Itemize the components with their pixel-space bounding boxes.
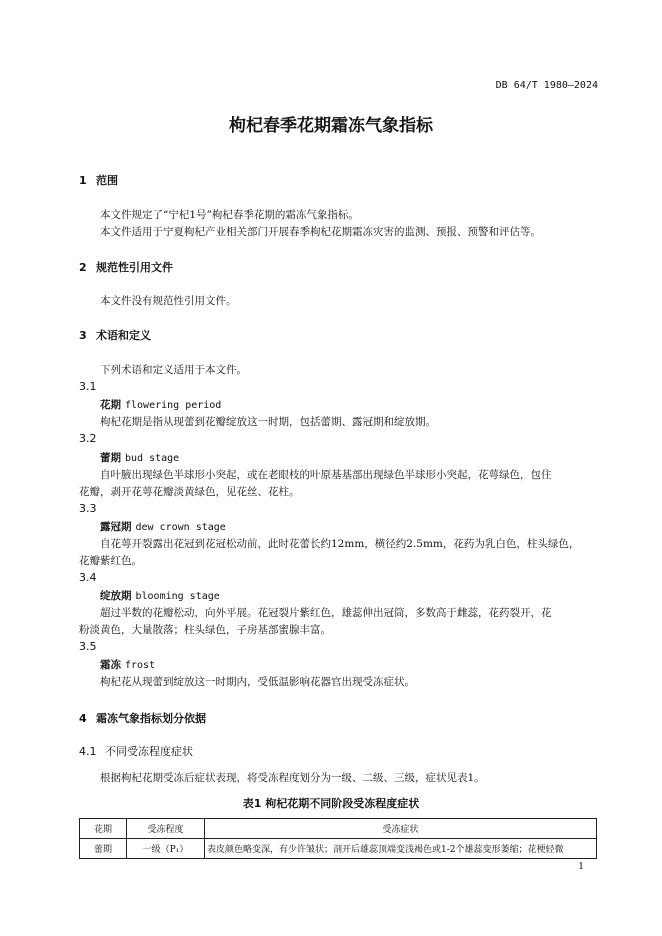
section-title: 霜冻气象指标划分依据 [96, 712, 206, 725]
term-chinese: 霜冻 [100, 659, 121, 671]
term-english: blooming stage [135, 591, 220, 602]
page-number: 1 [578, 862, 584, 872]
term-number: 3.1 [79, 380, 97, 393]
term-definition-line: 枸杞花期是指从现蕾到花瓣绽放这一时期，包括蕾期、露冠期和绽放期。 [100, 416, 436, 428]
section-title: 范围 [96, 174, 118, 187]
term-definition-line: 花瓣紫红色。 [79, 555, 142, 567]
section-1-paragraph-2: 本文件适用于宁夏枸杞产业相关部门开展春季枸杞花期霜冻灾害的监测、预报、预警和评估等。 [100, 226, 541, 238]
term-heading [100, 519, 226, 534]
section-title: 规范性引用文件 [96, 261, 173, 274]
table-cell: 蕾期 [80, 839, 127, 859]
section-number: 3 [79, 329, 87, 342]
table-cell: 一级（P₁） [127, 839, 205, 859]
term-heading [100, 397, 221, 412]
term-number: 3.5 [79, 640, 97, 653]
section-number: 2 [79, 261, 87, 274]
table-caption: 表1 枸杞花期不同阶段受冻程度症状 [242, 797, 420, 810]
term-chinese: 露冠期 [100, 521, 132, 533]
section-2-heading [79, 259, 173, 275]
document-title: 枸杞春季花期霜冻气象指标 [229, 116, 433, 136]
table-cell: 表皮颜色略变深，有少许皱状；剖开后雄蕊顶端变浅褐色或1-2个雄蕊变形萎缩；花梗轻微 [205, 839, 597, 859]
section-title: 术语和定义 [96, 329, 151, 342]
section-number: 1 [79, 174, 87, 187]
term-definition-line: 超过半数的花瓣松动，向外平展。花冠裂片紫红色，雄蕊伸出冠筒，多数高于雌蕊，花药裂开，花 [100, 607, 552, 619]
subsection-4-1-paragraph: 根据枸杞花期受冻后症状表现，将受冻程度划分为一级、二级、三级，症状见表1。 [100, 772, 485, 784]
section-4-heading [79, 710, 206, 726]
subsection-title: 不同受冻程度症状 [105, 745, 193, 758]
term-english: dew crown stage [135, 522, 226, 533]
subsection-number: 4.1 [79, 745, 97, 758]
table-header-cell: 受冻症状 [205, 819, 597, 839]
section-3-paragraph-1: 下列术语和定义适用于本文件。 [100, 364, 247, 376]
term-number: 3.2 [79, 432, 97, 445]
term-chinese: 蕾期 [100, 452, 121, 464]
table-header-row [80, 819, 597, 839]
standard-code: DB 64/T 1980—2024 [495, 80, 598, 91]
term-number: 3.3 [79, 502, 97, 515]
section-1-heading [79, 172, 118, 188]
term-heading [100, 588, 220, 603]
term-definition-line: 花瓣，剥开花萼花瓣淡黄绿色，见花丝、花柱。 [79, 486, 300, 498]
term-english: frost [125, 660, 156, 671]
term-english: flowering period [125, 400, 222, 411]
table-header-cell: 受冻程度 [127, 819, 205, 839]
term-heading [100, 450, 179, 465]
section-3-heading [79, 327, 151, 343]
term-definition-line: 枸杞花从现蕾到绽放这一时期内，受低温影响花器官出现受冻症状。 [100, 676, 415, 688]
term-definition-line: 粉淡黄色，大量散落；柱头绿色，子房基部蜜腺丰富。 [79, 624, 331, 636]
table-row [80, 839, 597, 859]
section-1-paragraph-1: 本文件规定了“宁杞1号”枸杞春季花期的霜冻气象指标。 [100, 209, 359, 221]
table-header-cell: 花期 [80, 819, 127, 839]
term-chinese: 花期 [100, 399, 121, 411]
term-definition-line: 自花萼开裂露出花冠到花冠松动前，此时花蕾长约12mm，横径约2.5mm，花药为乳白色，柱头绿色， [100, 538, 580, 550]
term-heading [100, 657, 155, 672]
section-2-paragraph-1: 本文件没有规范性引用文件。 [100, 295, 237, 307]
section-number: 4 [79, 712, 87, 725]
term-definition-line: 自叶腋出现绿色半球形小突起，或在老眼枝的叶原基基部出现绿色半球形小突起，花萼绿色，包住 [100, 469, 552, 481]
term-chinese: 绽放期 [100, 590, 132, 602]
subsection-4-1-heading [79, 743, 193, 759]
term-english: bud stage [125, 453, 180, 464]
symptom-table [79, 818, 597, 859]
term-number: 3.4 [79, 571, 97, 584]
